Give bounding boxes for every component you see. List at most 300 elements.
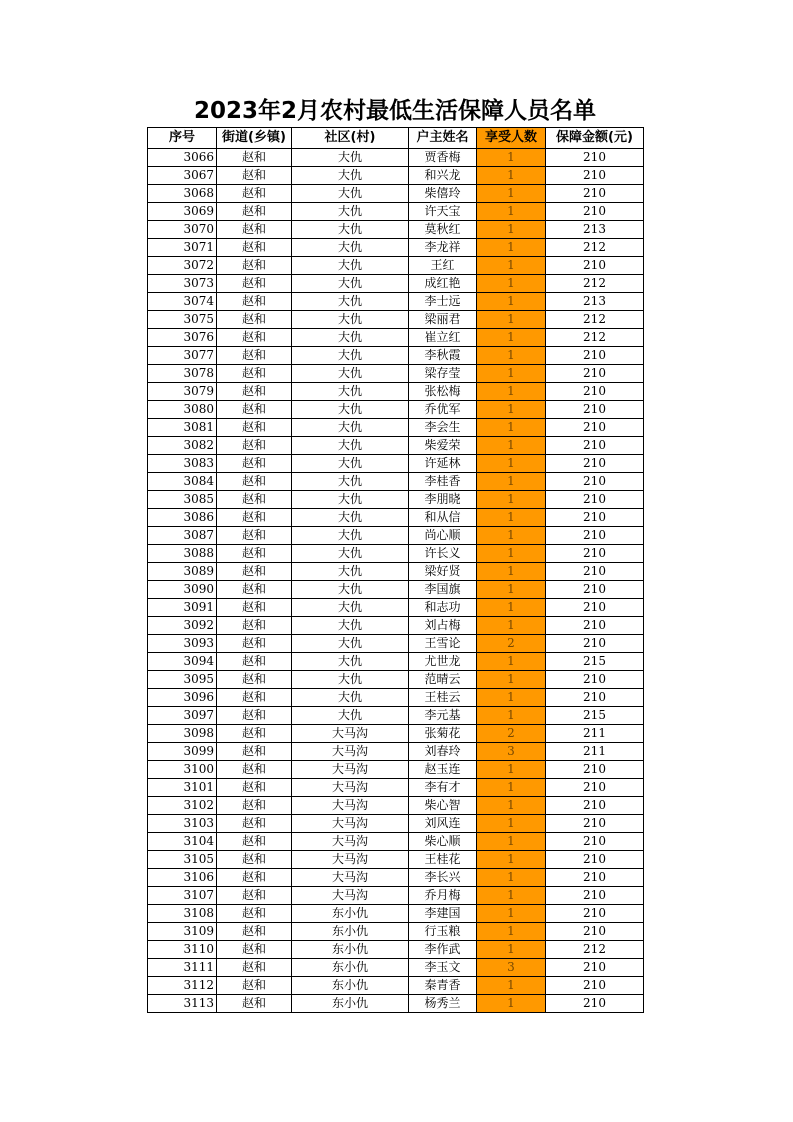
cell-village: 大马沟 <box>292 743 409 761</box>
cell-village: 大仇 <box>292 239 409 257</box>
cell-seq: 3107 <box>148 887 217 905</box>
table-row <box>148 329 644 347</box>
cell-seq: 3098 <box>148 725 217 743</box>
cell-count: 1 <box>477 941 546 959</box>
cell-street: 赵和 <box>217 905 292 923</box>
page-title: 2023年2月农村最低生活保障人员名单 <box>193 98 597 124</box>
cell-name: 王桂花 <box>409 851 477 869</box>
table-row <box>148 203 644 221</box>
cell-street: 赵和 <box>217 923 292 941</box>
cell-name: 成红艳 <box>409 275 477 293</box>
header-count: 享受人数 <box>477 128 546 149</box>
cell-street: 赵和 <box>217 275 292 293</box>
cell-amount: 212 <box>546 239 644 257</box>
cell-count: 1 <box>477 401 546 419</box>
cell-street: 赵和 <box>217 995 292 1013</box>
cell-seq: 3087 <box>148 527 217 545</box>
cell-name: 莫秋红 <box>409 221 477 239</box>
cell-village: 大仇 <box>292 635 409 653</box>
cell-village: 大马沟 <box>292 815 409 833</box>
cell-name: 和志功 <box>409 599 477 617</box>
cell-name: 尚心顺 <box>409 527 477 545</box>
cell-village: 大仇 <box>292 419 409 437</box>
table-row <box>148 743 644 761</box>
cell-street: 赵和 <box>217 653 292 671</box>
cell-count: 1 <box>477 887 546 905</box>
table-row <box>148 473 644 491</box>
cell-seq: 3085 <box>148 491 217 509</box>
cell-village: 大仇 <box>292 257 409 275</box>
cell-street: 赵和 <box>217 509 292 527</box>
cell-count: 1 <box>477 293 546 311</box>
cell-amount: 210 <box>546 923 644 941</box>
cell-count: 1 <box>477 491 546 509</box>
cell-seq: 3083 <box>148 455 217 473</box>
cell-count: 1 <box>477 617 546 635</box>
cell-seq: 3112 <box>148 977 217 995</box>
cell-street: 赵和 <box>217 761 292 779</box>
table-row <box>148 419 644 437</box>
cell-count: 1 <box>477 275 546 293</box>
cell-street: 赵和 <box>217 203 292 221</box>
cell-amount: 210 <box>546 347 644 365</box>
cell-amount: 213 <box>546 293 644 311</box>
cell-village: 大仇 <box>292 311 409 329</box>
cell-village: 大仇 <box>292 275 409 293</box>
cell-street: 赵和 <box>217 257 292 275</box>
cell-street: 赵和 <box>217 833 292 851</box>
table-row <box>148 653 644 671</box>
cell-name: 李玉文 <box>409 959 477 977</box>
table-row <box>148 347 644 365</box>
cell-name: 柴僖玲 <box>409 185 477 203</box>
cell-village: 大马沟 <box>292 779 409 797</box>
cell-village: 大仇 <box>292 401 409 419</box>
cell-count: 1 <box>477 977 546 995</box>
cell-name: 李士远 <box>409 293 477 311</box>
cell-village: 大仇 <box>292 149 409 167</box>
cell-village: 大马沟 <box>292 761 409 779</box>
cell-count: 1 <box>477 707 546 725</box>
cell-amount: 210 <box>546 797 644 815</box>
cell-count: 3 <box>477 959 546 977</box>
cell-count: 1 <box>477 689 546 707</box>
cell-seq: 3094 <box>148 653 217 671</box>
cell-village: 大仇 <box>292 455 409 473</box>
table-row <box>148 725 644 743</box>
cell-amount: 210 <box>546 617 644 635</box>
table-row <box>148 365 644 383</box>
cell-seq: 3076 <box>148 329 217 347</box>
cell-village: 大仇 <box>292 617 409 635</box>
cell-seq: 3103 <box>148 815 217 833</box>
cell-street: 赵和 <box>217 977 292 995</box>
cell-street: 赵和 <box>217 329 292 347</box>
cell-amount: 210 <box>546 185 644 203</box>
table-row <box>148 581 644 599</box>
cell-street: 赵和 <box>217 851 292 869</box>
table-row <box>148 491 644 509</box>
cell-street: 赵和 <box>217 959 292 977</box>
cell-street: 赵和 <box>217 671 292 689</box>
cell-village: 大仇 <box>292 329 409 347</box>
cell-name: 刘风连 <box>409 815 477 833</box>
cell-village: 大仇 <box>292 473 409 491</box>
cell-seq: 3102 <box>148 797 217 815</box>
cell-amount: 210 <box>546 419 644 437</box>
cell-village: 大仇 <box>292 563 409 581</box>
cell-seq: 3082 <box>148 437 217 455</box>
cell-village: 大马沟 <box>292 797 409 815</box>
cell-street: 赵和 <box>217 239 292 257</box>
cell-street: 赵和 <box>217 743 292 761</box>
cell-name: 梁丽君 <box>409 311 477 329</box>
cell-count: 1 <box>477 581 546 599</box>
cell-count: 1 <box>477 563 546 581</box>
cell-seq: 3097 <box>148 707 217 725</box>
cell-amount: 210 <box>546 869 644 887</box>
cell-name: 柴心智 <box>409 797 477 815</box>
cell-amount: 210 <box>546 815 644 833</box>
cell-count: 1 <box>477 239 546 257</box>
cell-village: 东小仇 <box>292 959 409 977</box>
cell-count: 1 <box>477 851 546 869</box>
cell-name: 范晴云 <box>409 671 477 689</box>
cell-name: 刘春玲 <box>409 743 477 761</box>
cell-street: 赵和 <box>217 221 292 239</box>
table-header <box>148 128 644 149</box>
cell-amount: 210 <box>546 167 644 185</box>
cell-count: 1 <box>477 257 546 275</box>
cell-street: 赵和 <box>217 581 292 599</box>
cell-street: 赵和 <box>217 635 292 653</box>
table-row <box>148 257 644 275</box>
table-row <box>148 617 644 635</box>
cell-street: 赵和 <box>217 401 292 419</box>
cell-amount: 210 <box>546 599 644 617</box>
cell-name: 许延林 <box>409 455 477 473</box>
cell-village: 东小仇 <box>292 941 409 959</box>
cell-count: 1 <box>477 761 546 779</box>
cell-amount: 215 <box>546 707 644 725</box>
cell-village: 大仇 <box>292 545 409 563</box>
cell-name: 柴心顺 <box>409 833 477 851</box>
cell-name: 和兴龙 <box>409 167 477 185</box>
cell-name: 张菊花 <box>409 725 477 743</box>
cell-amount: 210 <box>546 149 644 167</box>
table-row <box>148 779 644 797</box>
table-row <box>148 887 644 905</box>
cell-name: 李桂香 <box>409 473 477 491</box>
cell-village: 大仇 <box>292 167 409 185</box>
cell-village: 大仇 <box>292 347 409 365</box>
cell-name: 李元基 <box>409 707 477 725</box>
cell-name: 李作武 <box>409 941 477 959</box>
cell-amount: 210 <box>546 581 644 599</box>
header-village: 社区(村) <box>292 128 409 149</box>
cell-count: 2 <box>477 635 546 653</box>
cell-amount: 210 <box>546 383 644 401</box>
cell-count: 1 <box>477 473 546 491</box>
cell-name: 王桂云 <box>409 689 477 707</box>
cell-amount: 210 <box>546 833 644 851</box>
cell-seq: 3099 <box>148 743 217 761</box>
cell-village: 大仇 <box>292 437 409 455</box>
cell-name: 贾香梅 <box>409 149 477 167</box>
table-row <box>148 599 644 617</box>
cell-street: 赵和 <box>217 545 292 563</box>
cell-amount: 211 <box>546 743 644 761</box>
cell-street: 赵和 <box>217 887 292 905</box>
cell-street: 赵和 <box>217 617 292 635</box>
cell-seq: 3110 <box>148 941 217 959</box>
cell-seq: 3071 <box>148 239 217 257</box>
cell-amount: 210 <box>546 761 644 779</box>
cell-seq: 3111 <box>148 959 217 977</box>
cell-seq: 3068 <box>148 185 217 203</box>
cell-count: 1 <box>477 527 546 545</box>
cell-amount: 212 <box>546 941 644 959</box>
cell-village: 大仇 <box>292 707 409 725</box>
cell-amount: 213 <box>546 221 644 239</box>
table-row <box>148 167 644 185</box>
cell-village: 大马沟 <box>292 833 409 851</box>
cell-seq: 3109 <box>148 923 217 941</box>
cell-name: 李建国 <box>409 905 477 923</box>
table-row <box>148 761 644 779</box>
cell-seq: 3089 <box>148 563 217 581</box>
table-row <box>148 383 644 401</box>
table-row <box>148 869 644 887</box>
cell-village: 大仇 <box>292 671 409 689</box>
cell-count: 1 <box>477 995 546 1013</box>
cell-street: 赵和 <box>217 455 292 473</box>
cell-amount: 210 <box>546 509 644 527</box>
table-row <box>148 905 644 923</box>
cell-street: 赵和 <box>217 707 292 725</box>
cell-seq: 3081 <box>148 419 217 437</box>
table-row <box>148 455 644 473</box>
cell-street: 赵和 <box>217 869 292 887</box>
cell-seq: 3088 <box>148 545 217 563</box>
table-row <box>148 401 644 419</box>
cell-name: 乔优军 <box>409 401 477 419</box>
cell-count: 1 <box>477 671 546 689</box>
cell-name: 李会生 <box>409 419 477 437</box>
cell-street: 赵和 <box>217 437 292 455</box>
table-row <box>148 527 644 545</box>
cell-name: 和从信 <box>409 509 477 527</box>
cell-name: 李国旗 <box>409 581 477 599</box>
table-row <box>148 977 644 995</box>
cell-seq: 3108 <box>148 905 217 923</box>
cell-village: 东小仇 <box>292 923 409 941</box>
cell-street: 赵和 <box>217 563 292 581</box>
cell-count: 1 <box>477 185 546 203</box>
cell-amount: 210 <box>546 977 644 995</box>
table-row <box>148 545 644 563</box>
table-row <box>148 635 644 653</box>
cell-seq: 3095 <box>148 671 217 689</box>
cell-amount: 212 <box>546 275 644 293</box>
cell-seq: 3070 <box>148 221 217 239</box>
table-row <box>148 707 644 725</box>
header-street: 街道(乡镇) <box>217 128 292 149</box>
cell-amount: 210 <box>546 473 644 491</box>
cell-amount: 210 <box>546 455 644 473</box>
cell-seq: 3077 <box>148 347 217 365</box>
cell-count: 1 <box>477 599 546 617</box>
cell-amount: 210 <box>546 689 644 707</box>
table-row <box>148 689 644 707</box>
cell-name: 张松梅 <box>409 383 477 401</box>
cell-street: 赵和 <box>217 149 292 167</box>
cell-count: 1 <box>477 923 546 941</box>
cell-count: 1 <box>477 905 546 923</box>
cell-street: 赵和 <box>217 689 292 707</box>
cell-seq: 3072 <box>148 257 217 275</box>
cell-count: 1 <box>477 653 546 671</box>
table-row <box>148 311 644 329</box>
cell-seq: 3093 <box>148 635 217 653</box>
cell-amount: 210 <box>546 851 644 869</box>
cell-count: 1 <box>477 815 546 833</box>
cell-seq: 3113 <box>148 995 217 1013</box>
cell-seq: 3086 <box>148 509 217 527</box>
cell-amount: 210 <box>546 491 644 509</box>
table-row <box>148 149 644 167</box>
table-row <box>148 941 644 959</box>
cell-name: 王雪论 <box>409 635 477 653</box>
cell-seq: 3080 <box>148 401 217 419</box>
table-row <box>148 959 644 977</box>
cell-seq: 3073 <box>148 275 217 293</box>
cell-amount: 210 <box>546 401 644 419</box>
cell-village: 大仇 <box>292 185 409 203</box>
cell-name: 尤世龙 <box>409 653 477 671</box>
cell-village: 大马沟 <box>292 725 409 743</box>
cell-name: 李秋霞 <box>409 347 477 365</box>
cell-count: 1 <box>477 203 546 221</box>
cell-street: 赵和 <box>217 797 292 815</box>
cell-street: 赵和 <box>217 185 292 203</box>
cell-count: 2 <box>477 725 546 743</box>
cell-amount: 211 <box>546 725 644 743</box>
cell-village: 大马沟 <box>292 887 409 905</box>
header-seq: 序号 <box>148 128 217 149</box>
cell-amount: 210 <box>546 671 644 689</box>
cell-amount: 210 <box>546 563 644 581</box>
cell-count: 1 <box>477 833 546 851</box>
cell-amount: 210 <box>546 257 644 275</box>
cell-name: 杨秀兰 <box>409 995 477 1013</box>
cell-street: 赵和 <box>217 383 292 401</box>
cell-street: 赵和 <box>217 293 292 311</box>
cell-count: 1 <box>477 167 546 185</box>
cell-street: 赵和 <box>217 419 292 437</box>
cell-village: 大仇 <box>292 365 409 383</box>
cell-street: 赵和 <box>217 311 292 329</box>
table-row <box>148 221 644 239</box>
table-row <box>148 995 644 1013</box>
cell-count: 1 <box>477 365 546 383</box>
cell-street: 赵和 <box>217 527 292 545</box>
cell-village: 大仇 <box>292 581 409 599</box>
table-row <box>148 833 644 851</box>
cell-street: 赵和 <box>217 473 292 491</box>
cell-village: 大仇 <box>292 527 409 545</box>
cell-name: 刘占梅 <box>409 617 477 635</box>
roster-table <box>147 127 644 1013</box>
header-row <box>148 128 644 149</box>
cell-name: 崔立红 <box>409 329 477 347</box>
table-body <box>148 149 644 1013</box>
cell-street: 赵和 <box>217 491 292 509</box>
cell-village: 东小仇 <box>292 977 409 995</box>
cell-amount: 210 <box>546 635 644 653</box>
cell-count: 1 <box>477 329 546 347</box>
cell-seq: 3090 <box>148 581 217 599</box>
cell-seq: 3069 <box>148 203 217 221</box>
cell-amount: 210 <box>546 779 644 797</box>
cell-village: 大仇 <box>292 203 409 221</box>
cell-name: 许长义 <box>409 545 477 563</box>
cell-count: 1 <box>477 779 546 797</box>
cell-name: 王红 <box>409 257 477 275</box>
cell-name: 梁好贤 <box>409 563 477 581</box>
cell-amount: 210 <box>546 959 644 977</box>
cell-seq: 3078 <box>148 365 217 383</box>
table-row <box>148 293 644 311</box>
table-row <box>148 437 644 455</box>
cell-street: 赵和 <box>217 941 292 959</box>
cell-village: 大仇 <box>292 293 409 311</box>
cell-amount: 210 <box>546 905 644 923</box>
cell-count: 1 <box>477 149 546 167</box>
cell-count: 1 <box>477 509 546 527</box>
cell-amount: 212 <box>546 311 644 329</box>
cell-count: 1 <box>477 311 546 329</box>
cell-village: 大仇 <box>292 491 409 509</box>
cell-village: 大马沟 <box>292 869 409 887</box>
cell-street: 赵和 <box>217 347 292 365</box>
cell-seq: 3066 <box>148 149 217 167</box>
cell-seq: 3105 <box>148 851 217 869</box>
cell-name: 李长兴 <box>409 869 477 887</box>
cell-amount: 212 <box>546 329 644 347</box>
cell-count: 1 <box>477 869 546 887</box>
table-row <box>148 239 644 257</box>
cell-street: 赵和 <box>217 365 292 383</box>
cell-count: 1 <box>477 545 546 563</box>
cell-seq: 3100 <box>148 761 217 779</box>
cell-amount: 215 <box>546 653 644 671</box>
cell-name: 李龙祥 <box>409 239 477 257</box>
cell-street: 赵和 <box>217 167 292 185</box>
cell-street: 赵和 <box>217 779 292 797</box>
header-amount: 保障金额(元) <box>546 128 644 149</box>
table-row <box>148 923 644 941</box>
cell-count: 1 <box>477 221 546 239</box>
cell-amount: 210 <box>546 437 644 455</box>
table-row <box>148 815 644 833</box>
cell-amount: 210 <box>546 365 644 383</box>
cell-seq: 3091 <box>148 599 217 617</box>
cell-seq: 3096 <box>148 689 217 707</box>
cell-name: 李有才 <box>409 779 477 797</box>
cell-count: 1 <box>477 419 546 437</box>
cell-name: 许天宝 <box>409 203 477 221</box>
